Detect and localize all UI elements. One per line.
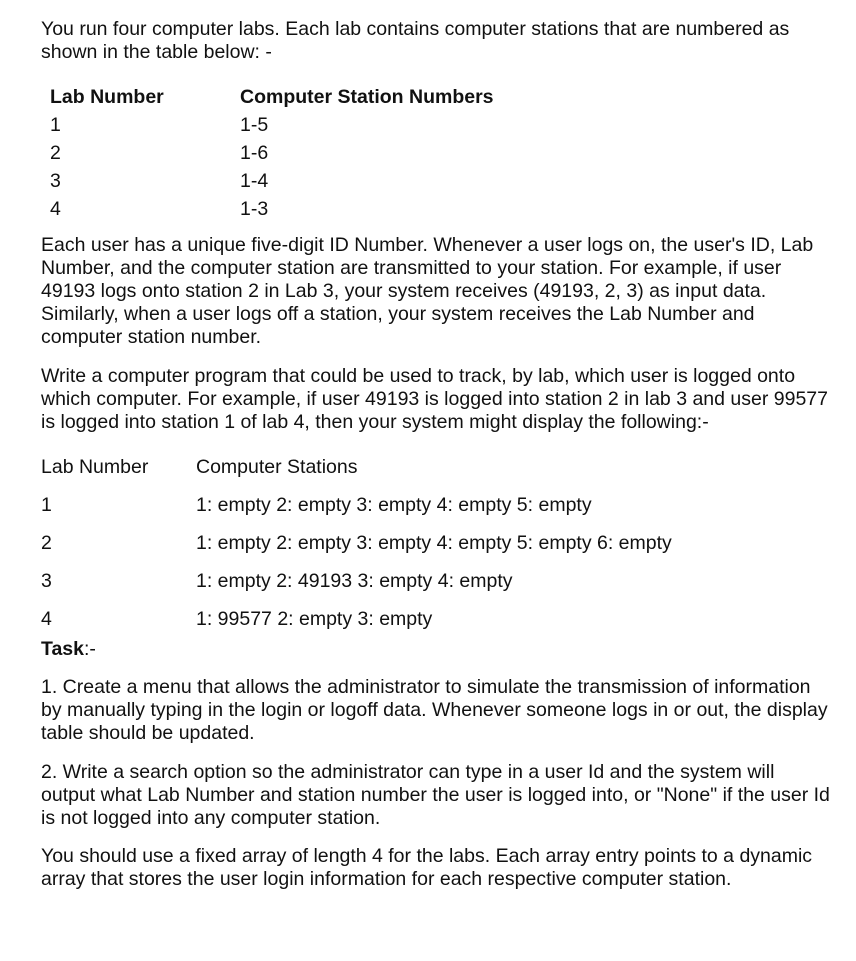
task1-paragraph: 1. Create a menu that allows the administrator to simulate the transmission of information by manually typing in the login or logoff data. Whenever someone logs in or out, the display table should be updated.	[41, 676, 828, 744]
table-header-row	[50, 83, 600, 111]
lab-stations-table	[50, 83, 600, 223]
table-row	[50, 195, 600, 223]
display-table	[41, 448, 836, 638]
table-row	[50, 167, 600, 195]
lab-cell: 3	[50, 169, 61, 192]
task-heading-label: Task	[41, 638, 84, 660]
task2-paragraph: 2. Write a search option so the administrator can type in a user Id and the system will output what Lab Number and station number the user is logged into, or "None" if the user Id is not logged into any computer station.	[41, 761, 830, 829]
display-header-row	[41, 448, 836, 486]
header-station-numbers: Computer Station Numbers	[240, 85, 494, 108]
display-lab-cell: 4	[41, 607, 52, 630]
task-heading	[41, 638, 831, 661]
display-header-stations: Computer Stations	[196, 455, 358, 478]
header-lab-number: Lab Number	[50, 85, 164, 108]
display-stations-cell: 1: empty 2: 49193 3: empty 4: empty	[196, 569, 513, 592]
stations-cell: 1-3	[240, 197, 269, 220]
table-row	[41, 486, 836, 524]
table-row	[41, 600, 836, 638]
display-stations-cell: 1: 99577 2: empty 3: empty	[196, 607, 433, 630]
display-stations-cell: 1: empty 2: empty 3: empty 4: empty 5: empty	[196, 493, 592, 516]
lab-cell: 4	[50, 197, 61, 220]
intro-paragraph: You run four computer labs. Each lab contains computer stations that are numbered as shown in the table below: -	[41, 18, 790, 63]
lab-cell: 2	[50, 141, 61, 164]
table-row	[50, 139, 600, 167]
task-heading-suffix: :-	[84, 638, 96, 660]
display-lab-cell: 3	[41, 569, 52, 592]
lab-cell: 1	[50, 113, 61, 136]
description-paragraph: Each user has a unique five-digit ID Number. Whenever a user logs on, the user's ID, Lab Number, and the computer station are transmitted to your station. For example, if user 49193 logs onto station 2 in Lab 3, your system receives (49193, 2, 3) as input data. Similarly, when a user logs off a station, your system receives the Lab Number and computer station number.	[41, 234, 814, 348]
stations-cell: 1-4	[240, 169, 269, 192]
table-row	[50, 111, 600, 139]
stations-cell: 1-5	[240, 113, 269, 136]
display-lab-cell: 1	[41, 493, 52, 516]
display-stations-cell: 1: empty 2: empty 3: empty 4: empty 5: empty 6: empty	[196, 531, 672, 554]
table-row	[41, 562, 836, 600]
table-row	[41, 524, 836, 562]
program-paragraph: Write a computer program that could be used to track, by lab, which user is logged onto which computer. For example, if user 49193 is logged into station 2 in lab 3 and user 99577 is logged into station 1 of lab 4, then your system might display the following:-	[41, 365, 828, 433]
closing-paragraph: You should use a fixed array of length 4 for the labs. Each array entry points to a dynamic array that stores the user login information for each respective computer station.	[41, 845, 813, 890]
display-header-lab: Lab Number	[41, 455, 149, 478]
stations-cell: 1-6	[240, 141, 269, 164]
display-lab-cell: 2	[41, 531, 52, 554]
